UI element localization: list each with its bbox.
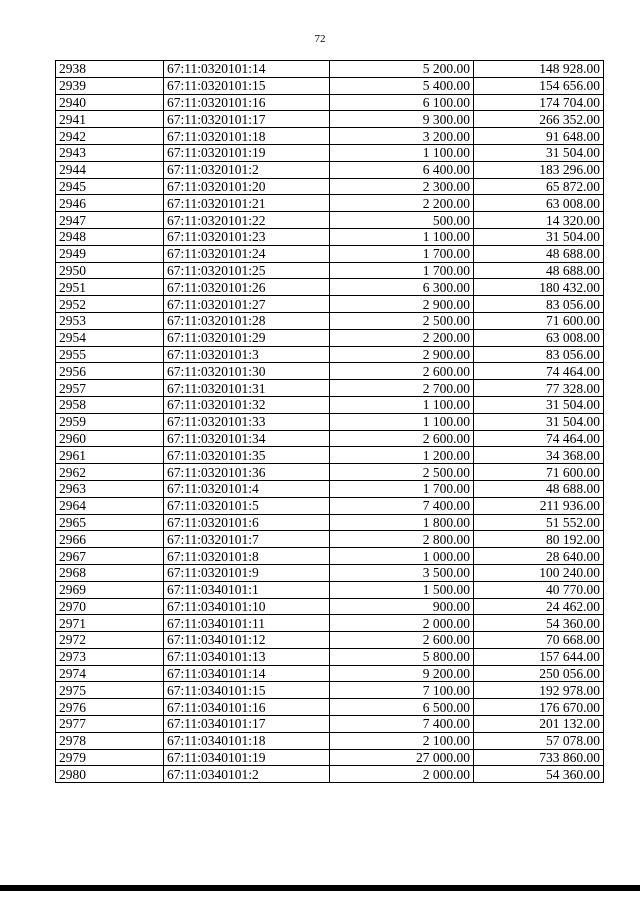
value-cell: 31 504.00	[474, 396, 604, 413]
area-cell: 2 000.00	[330, 766, 474, 783]
area-cell: 2 900.00	[330, 296, 474, 313]
cadastral-number-cell: 67:11:0320101:20	[164, 178, 330, 195]
area-cell: 1 700.00	[330, 480, 474, 497]
value-cell: 176 670.00	[474, 699, 604, 716]
parcel-table-body	[56, 61, 604, 783]
value-cell: 48 688.00	[474, 480, 604, 497]
row-number-cell: 2977	[56, 716, 164, 733]
table-row	[56, 766, 604, 783]
cadastral-number-cell: 67:11:0320101:19	[164, 144, 330, 161]
table-row	[56, 111, 604, 128]
cadastral-number-cell: 67:11:0320101:14	[164, 61, 330, 78]
row-number-cell: 2968	[56, 564, 164, 581]
value-cell: 57 078.00	[474, 732, 604, 749]
table-row	[56, 514, 604, 531]
area-cell: 2 300.00	[330, 178, 474, 195]
table-row	[56, 228, 604, 245]
area-cell: 1 100.00	[330, 144, 474, 161]
cadastral-number-cell: 67:11:0340101:2	[164, 766, 330, 783]
area-cell: 6 300.00	[330, 279, 474, 296]
cadastral-number-cell: 67:11:0320101:33	[164, 413, 330, 430]
cadastral-number-cell: 67:11:0320101:18	[164, 128, 330, 145]
row-number-cell: 2976	[56, 699, 164, 716]
value-cell: 183 296.00	[474, 161, 604, 178]
row-number-cell: 2945	[56, 178, 164, 195]
footer-rule	[0, 885, 640, 891]
cadastral-number-cell: 67:11:0320101:32	[164, 396, 330, 413]
table-row	[56, 716, 604, 733]
table-row	[56, 312, 604, 329]
cadastral-number-cell: 67:11:0340101:1	[164, 581, 330, 598]
value-cell: 148 928.00	[474, 61, 604, 78]
cadastral-number-cell: 67:11:0340101:19	[164, 749, 330, 766]
area-cell: 6 500.00	[330, 699, 474, 716]
cadastral-number-cell: 67:11:0320101:34	[164, 430, 330, 447]
area-cell: 900.00	[330, 598, 474, 615]
row-number-cell: 2972	[56, 632, 164, 649]
row-number-cell: 2943	[56, 144, 164, 161]
cadastral-number-cell: 67:11:0340101:16	[164, 699, 330, 716]
table-row	[56, 480, 604, 497]
table-row	[56, 732, 604, 749]
row-number-cell: 2946	[56, 195, 164, 212]
area-cell: 2 600.00	[330, 430, 474, 447]
value-cell: 65 872.00	[474, 178, 604, 195]
area-cell: 3 500.00	[330, 564, 474, 581]
row-number-cell: 2958	[56, 396, 164, 413]
row-number-cell: 2966	[56, 531, 164, 548]
area-cell: 1 700.00	[330, 245, 474, 262]
table-row	[56, 346, 604, 363]
table-row	[56, 615, 604, 632]
table-row	[56, 430, 604, 447]
row-number-cell: 2941	[56, 111, 164, 128]
row-number-cell: 2948	[56, 228, 164, 245]
row-number-cell: 2961	[56, 447, 164, 464]
area-cell: 5 200.00	[330, 61, 474, 78]
row-number-cell: 2955	[56, 346, 164, 363]
cadastral-number-cell: 67:11:0320101:21	[164, 195, 330, 212]
value-cell: 54 360.00	[474, 615, 604, 632]
area-cell: 1 100.00	[330, 396, 474, 413]
area-cell: 9 200.00	[330, 665, 474, 682]
value-cell: 14 320.00	[474, 212, 604, 229]
cadastral-number-cell: 67:11:0340101:12	[164, 632, 330, 649]
area-cell: 500.00	[330, 212, 474, 229]
cadastral-number-cell: 67:11:0320101:26	[164, 279, 330, 296]
row-number-cell: 2980	[56, 766, 164, 783]
row-number-cell: 2957	[56, 380, 164, 397]
value-cell: 54 360.00	[474, 766, 604, 783]
table-row	[56, 77, 604, 94]
value-cell: 63 008.00	[474, 329, 604, 346]
table-row	[56, 548, 604, 565]
cadastral-number-cell: 67:11:0320101:6	[164, 514, 330, 531]
value-cell: 180 432.00	[474, 279, 604, 296]
table-row	[56, 195, 604, 212]
area-cell: 2 600.00	[330, 363, 474, 380]
area-cell: 2 500.00	[330, 464, 474, 481]
cadastral-number-cell: 67:11:0320101:2	[164, 161, 330, 178]
row-number-cell: 2970	[56, 598, 164, 615]
value-cell: 77 328.00	[474, 380, 604, 397]
row-number-cell: 2960	[56, 430, 164, 447]
value-cell: 31 504.00	[474, 228, 604, 245]
cadastral-number-cell: 67:11:0320101:7	[164, 531, 330, 548]
cadastral-number-cell: 67:11:0340101:14	[164, 665, 330, 682]
cadastral-number-cell: 67:11:0320101:31	[164, 380, 330, 397]
value-cell: 40 770.00	[474, 581, 604, 598]
cadastral-number-cell: 67:11:0320101:16	[164, 94, 330, 111]
area-cell: 5 400.00	[330, 77, 474, 94]
cadastral-number-cell: 67:11:0340101:17	[164, 716, 330, 733]
row-number-cell: 2954	[56, 329, 164, 346]
row-number-cell: 2950	[56, 262, 164, 279]
row-number-cell: 2962	[56, 464, 164, 481]
table-row	[56, 447, 604, 464]
cadastral-number-cell: 67:11:0320101:23	[164, 228, 330, 245]
cadastral-number-cell: 67:11:0320101:9	[164, 564, 330, 581]
value-cell: 250 056.00	[474, 665, 604, 682]
value-cell: 74 464.00	[474, 430, 604, 447]
area-cell: 2 100.00	[330, 732, 474, 749]
row-number-cell: 2947	[56, 212, 164, 229]
area-cell: 6 100.00	[330, 94, 474, 111]
cadastral-number-cell: 67:11:0340101:15	[164, 682, 330, 699]
value-cell: 192 978.00	[474, 682, 604, 699]
row-number-cell: 2967	[56, 548, 164, 565]
cadastral-number-cell: 67:11:0320101:3	[164, 346, 330, 363]
area-cell: 1 800.00	[330, 514, 474, 531]
value-cell: 266 352.00	[474, 111, 604, 128]
area-cell: 7 100.00	[330, 682, 474, 699]
area-cell: 1 700.00	[330, 262, 474, 279]
value-cell: 48 688.00	[474, 262, 604, 279]
area-cell: 5 800.00	[330, 648, 474, 665]
area-cell: 2 500.00	[330, 312, 474, 329]
value-cell: 71 600.00	[474, 464, 604, 481]
cadastral-number-cell: 67:11:0320101:8	[164, 548, 330, 565]
row-number-cell: 2949	[56, 245, 164, 262]
row-number-cell: 2974	[56, 665, 164, 682]
table-row	[56, 178, 604, 195]
row-number-cell: 2940	[56, 94, 164, 111]
table-row	[56, 648, 604, 665]
value-cell: 157 644.00	[474, 648, 604, 665]
area-cell: 2 800.00	[330, 531, 474, 548]
table-row	[56, 396, 604, 413]
cadastral-number-cell: 67:11:0320101:28	[164, 312, 330, 329]
cadastral-number-cell: 67:11:0320101:5	[164, 497, 330, 514]
table-row	[56, 497, 604, 514]
row-number-cell: 2971	[56, 615, 164, 632]
row-number-cell: 2956	[56, 363, 164, 380]
value-cell: 100 240.00	[474, 564, 604, 581]
table-row	[56, 699, 604, 716]
value-cell: 211 936.00	[474, 497, 604, 514]
cadastral-number-cell: 67:11:0340101:10	[164, 598, 330, 615]
table-row	[56, 144, 604, 161]
area-cell: 1 500.00	[330, 581, 474, 598]
value-cell: 70 668.00	[474, 632, 604, 649]
table-row	[56, 632, 604, 649]
row-number-cell: 2952	[56, 296, 164, 313]
row-number-cell: 2969	[56, 581, 164, 598]
cadastral-number-cell: 67:11:0320101:35	[164, 447, 330, 464]
value-cell: 48 688.00	[474, 245, 604, 262]
value-cell: 91 648.00	[474, 128, 604, 145]
table-row	[56, 262, 604, 279]
value-cell: 174 704.00	[474, 94, 604, 111]
table-row	[56, 581, 604, 598]
area-cell: 7 400.00	[330, 716, 474, 733]
area-cell: 1 100.00	[330, 228, 474, 245]
area-cell: 3 200.00	[330, 128, 474, 145]
value-cell: 83 056.00	[474, 346, 604, 363]
table-row	[56, 212, 604, 229]
row-number-cell: 2938	[56, 61, 164, 78]
table-row	[56, 279, 604, 296]
area-cell: 1 200.00	[330, 447, 474, 464]
row-number-cell: 2965	[56, 514, 164, 531]
cadastral-number-cell: 67:11:0320101:30	[164, 363, 330, 380]
table-row	[56, 329, 604, 346]
value-cell: 80 192.00	[474, 531, 604, 548]
table-row	[56, 363, 604, 380]
value-cell: 28 640.00	[474, 548, 604, 565]
row-number-cell: 2979	[56, 749, 164, 766]
area-cell: 9 300.00	[330, 111, 474, 128]
area-cell: 2 000.00	[330, 615, 474, 632]
cadastral-number-cell: 67:11:0320101:24	[164, 245, 330, 262]
area-cell: 2 900.00	[330, 346, 474, 363]
cadastral-number-cell: 67:11:0320101:4	[164, 480, 330, 497]
row-number-cell: 2953	[56, 312, 164, 329]
value-cell: 31 504.00	[474, 413, 604, 430]
table-row	[56, 161, 604, 178]
cadastral-number-cell: 67:11:0320101:15	[164, 77, 330, 94]
value-cell: 63 008.00	[474, 195, 604, 212]
row-number-cell: 2959	[56, 413, 164, 430]
value-cell: 31 504.00	[474, 144, 604, 161]
table-row	[56, 564, 604, 581]
table-row	[56, 245, 604, 262]
table-row	[56, 665, 604, 682]
value-cell: 154 656.00	[474, 77, 604, 94]
area-cell: 27 000.00	[330, 749, 474, 766]
table-row	[56, 598, 604, 615]
row-number-cell: 2939	[56, 77, 164, 94]
cadastral-number-cell: 67:11:0340101:13	[164, 648, 330, 665]
cadastral-number-cell: 67:11:0320101:27	[164, 296, 330, 313]
table-row	[56, 296, 604, 313]
area-cell: 1 000.00	[330, 548, 474, 565]
value-cell: 71 600.00	[474, 312, 604, 329]
table-row	[56, 749, 604, 766]
value-cell: 201 132.00	[474, 716, 604, 733]
area-cell: 6 400.00	[330, 161, 474, 178]
cadastral-number-cell: 67:11:0320101:17	[164, 111, 330, 128]
table-row	[56, 413, 604, 430]
row-number-cell: 2973	[56, 648, 164, 665]
row-number-cell: 2964	[56, 497, 164, 514]
parcel-table	[55, 60, 604, 783]
row-number-cell: 2942	[56, 128, 164, 145]
area-cell: 2 600.00	[330, 632, 474, 649]
cadastral-number-cell: 67:11:0320101:22	[164, 212, 330, 229]
area-cell: 7 400.00	[330, 497, 474, 514]
row-number-cell: 2944	[56, 161, 164, 178]
table-row	[56, 531, 604, 548]
area-cell: 2 200.00	[330, 195, 474, 212]
cadastral-number-cell: 67:11:0320101:36	[164, 464, 330, 481]
value-cell: 83 056.00	[474, 296, 604, 313]
row-number-cell: 2951	[56, 279, 164, 296]
value-cell: 34 368.00	[474, 447, 604, 464]
area-cell: 1 100.00	[330, 413, 474, 430]
value-cell: 51 552.00	[474, 514, 604, 531]
row-number-cell: 2975	[56, 682, 164, 699]
cadastral-number-cell: 67:11:0320101:29	[164, 329, 330, 346]
table-row	[56, 464, 604, 481]
table-row	[56, 61, 604, 78]
cadastral-number-cell: 67:11:0340101:18	[164, 732, 330, 749]
row-number-cell: 2978	[56, 732, 164, 749]
cadastral-number-cell: 67:11:0340101:11	[164, 615, 330, 632]
area-cell: 2 200.00	[330, 329, 474, 346]
area-cell: 2 700.00	[330, 380, 474, 397]
table-row	[56, 128, 604, 145]
row-number-cell: 2963	[56, 480, 164, 497]
table-row	[56, 380, 604, 397]
value-cell: 74 464.00	[474, 363, 604, 380]
table-row	[56, 682, 604, 699]
table-row	[56, 94, 604, 111]
value-cell: 24 462.00	[474, 598, 604, 615]
value-cell: 733 860.00	[474, 749, 604, 766]
page-number: 72	[314, 33, 326, 45]
cadastral-number-cell: 67:11:0320101:25	[164, 262, 330, 279]
